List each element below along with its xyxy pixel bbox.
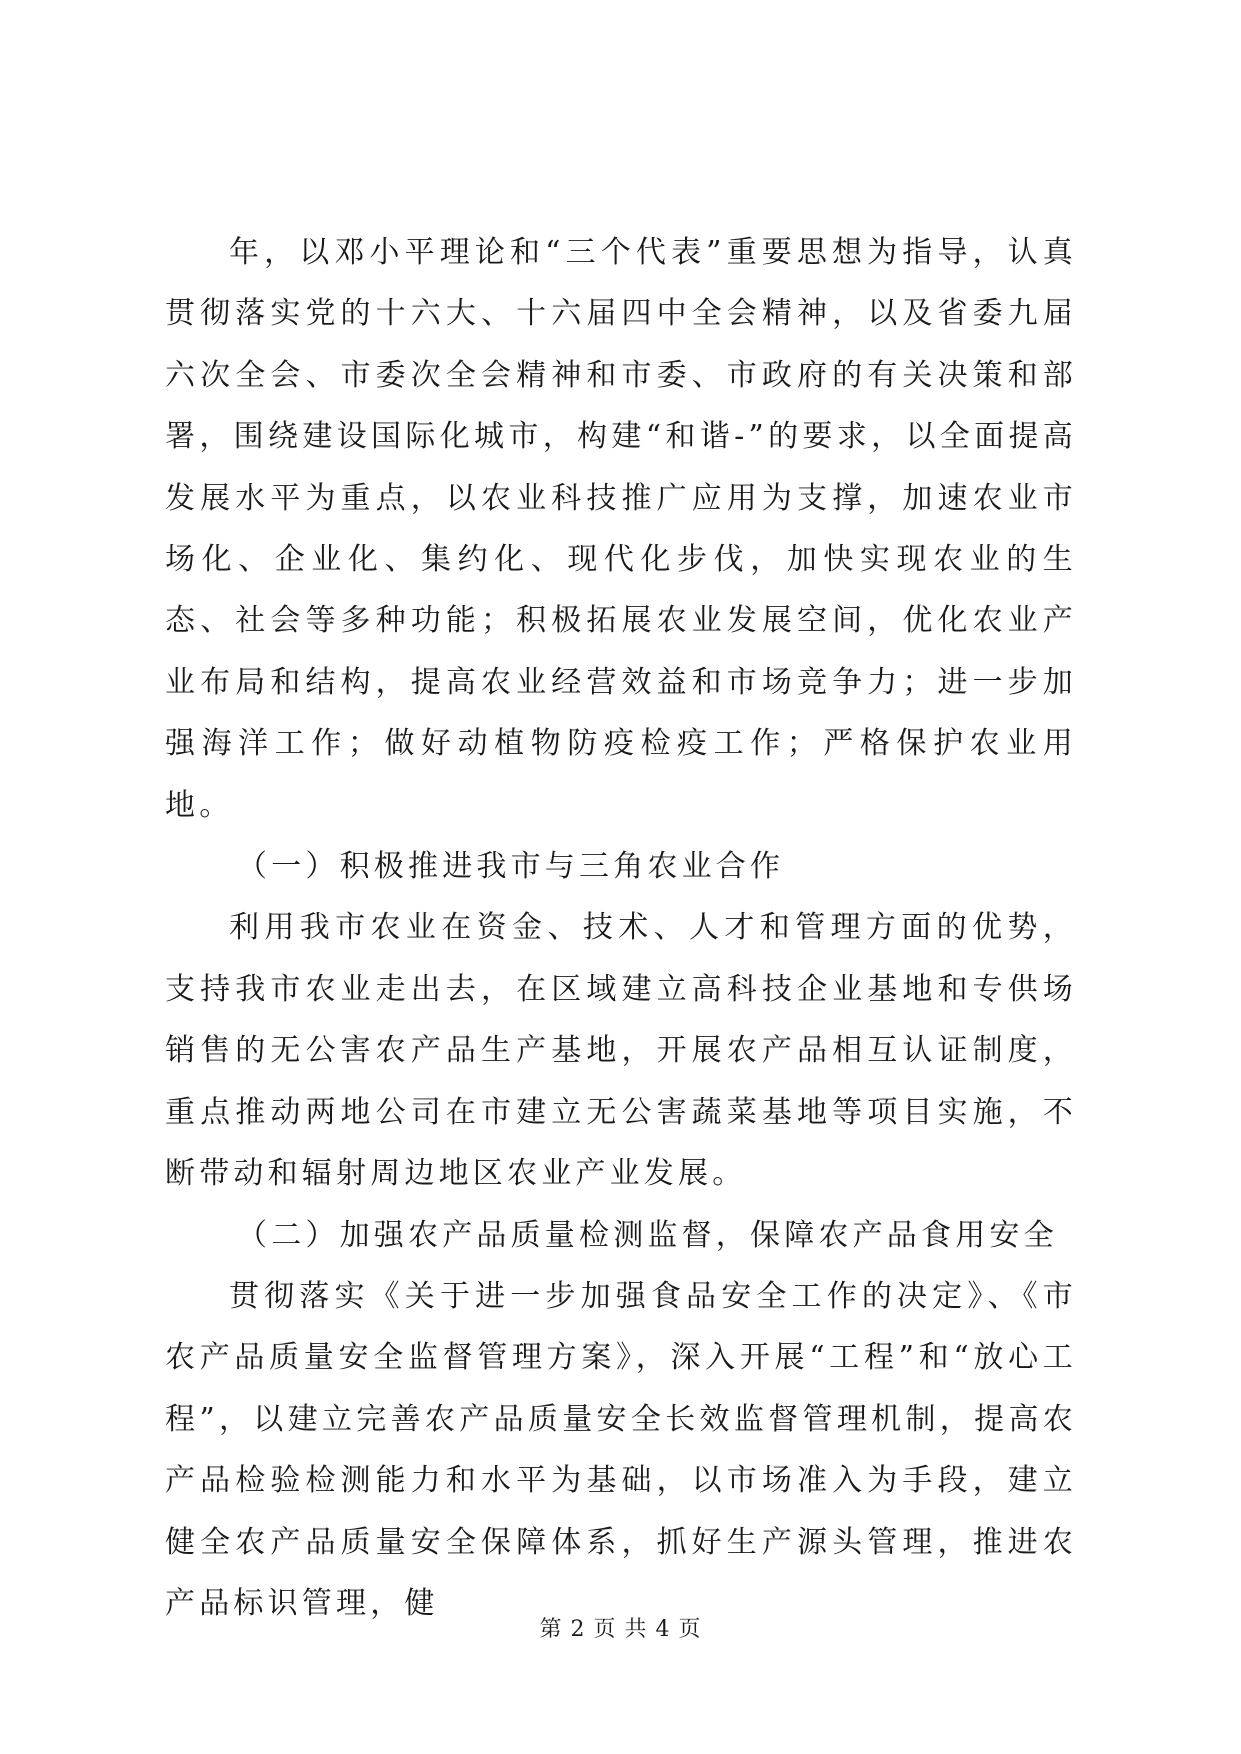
page-number-footer: 第 2 页 共 4 页 xyxy=(539,1617,702,1642)
section-heading-1: （一）积极推进我市与三角农业合作 xyxy=(237,849,785,885)
section-heading-2: （二）加强农产品质量检测监督，保障农产品食用安全 xyxy=(237,1217,1058,1253)
body-paragraph-3: 贯彻落实《关于进一步加强食品安全工作的决定》、《市农产品质量安全监督管理方案》，深入开展“工程”和“放心工程”，以建立完善农产品质量安全长效监督管理机制，提高农产品检验检测能力和水平为基础，以市场准入为手段，建立健全农产品质量安全保障体系，抓好生产源头管理，推进农产品标识管理，健 xyxy=(165,1278,1077,1621)
body-paragraph-2: 利用我市农业在资金、技术、人才和管理方面的优势，支持我市农业走出去，在区域建立高科技企业基地和专供场销售的无公害农产品生产基地，开展农产品相互认证制度，重点推动两地公司在市建立无公害蔬菜基地等项目实施，不断带动和辐射周边地区农业产业发展。 xyxy=(165,910,1077,1192)
document-body xyxy=(165,222,1077,1634)
body-paragraph-1: 年，以邓小平理论和“三个代表”重要思想为指导，认真贯彻落实党的十六大、十六届四中全会精神，以及省委九届六次全会、市委次全会精神和市委、市政府的有关决策和部署，围绕建设国际化城市，构建“和谐-”的要求，以全面提高发展水平为重点，以农业科技推广应用为支撑，加速农业市场化、企业化、集约化、现代化步伐，加快实现农业的生态、社会等多种功能；积极拓展农业发展空间，优化农业产业布局和结构，提高农业经营效益和市场竞争力；进一步加强海洋工作；做好动植物防疫检疫工作；严格保护农业用地。 xyxy=(165,235,1077,823)
